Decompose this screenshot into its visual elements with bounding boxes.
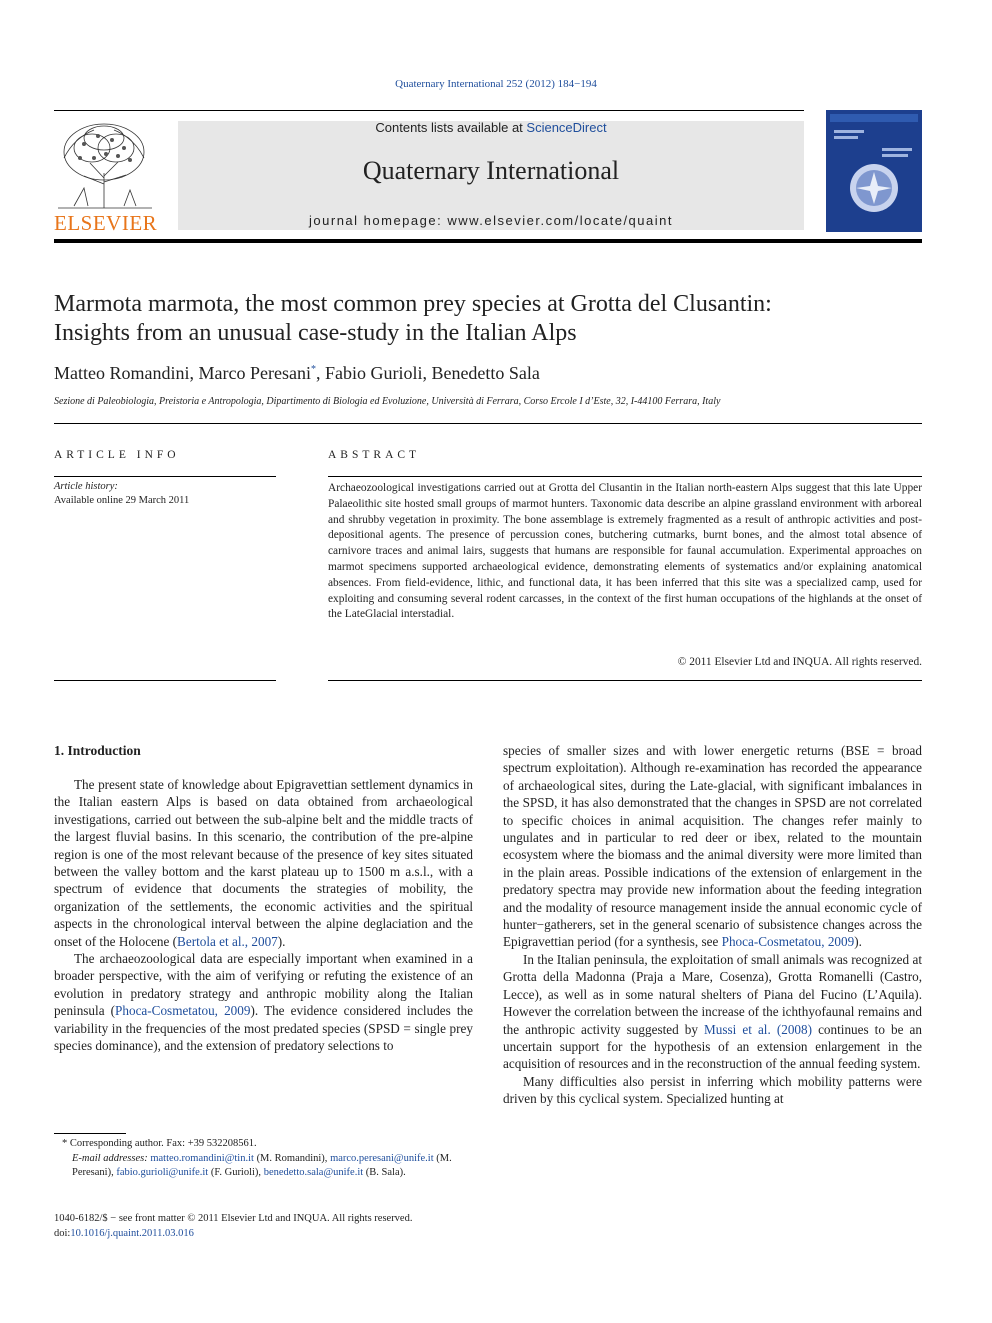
authors-part-a: Matteo Romandini, Marco Peresani <box>54 363 311 383</box>
title-line-1: Marmota marmota, the most common prey species at Grotta del Clusantin: <box>54 291 772 317</box>
title-line-2: Insights from an unusual case-study in the Italian Alps <box>54 320 577 346</box>
intro-paragraph-5: Many difficulties also persist in inferring which mobility patterns were driven by this cyclical system. Specialized hunting at <box>503 1073 922 1107</box>
article-info-rule-bottom <box>54 680 276 681</box>
introduction-heading: 1. Introduction <box>54 743 141 758</box>
journal-cover-thumbnail[interactable] <box>826 110 922 232</box>
right-column <box>503 742 922 1108</box>
email-addresses: E-mail addresses: matteo.romandini@tin.it (M. Romandini), marco.peresani@unife.it (M. Peresani), fabio.gurioli@unife.it (F. Gurioli), benedetto.sala@unife.it (B. Sala). <box>72 1152 452 1179</box>
intro-paragraph-2: The archaeozoological data are especially important when examined in a broader perspective, with the aim of verifying or refuting the existence of an evolution in predatory strategy and anthropic mobility along the Italian peninsula (Phoca-Cosmetatou, 2009). The evidence considered includes the variability in the frequencies of the most predated species (SPSD = single prey species dominance), and the extension of predatory selections to <box>54 951 473 1054</box>
journal-name: Quaternary International <box>362 156 620 185</box>
abstract-rule-bottom <box>328 680 922 681</box>
article-history-value: Available online 29 March 2011 <box>54 495 190 506</box>
article-info-rule <box>54 476 276 477</box>
elsevier-wordmark: ELSEVIER <box>54 211 158 235</box>
doi-link[interactable]: 10.1016/j.quaint.2011.03.016 <box>70 1227 194 1239</box>
email-peresani[interactable]: marco.peresani@unife.it <box>330 1152 434 1164</box>
ref-bertola-2007[interactable]: Bertola et al., 2007 <box>177 933 278 949</box>
intro-paragraph-4: In the Italian peninsula, the exploitation of small animals was recognized at Grotta della Madonna (Praja a Mare, Cosenza), Grotta Romanelli (Castro, Lecce), as well as in some natural shelters of Piana del Fucino (L’Aquila). However the correlation between the increase of the ichthyofaunal remains and the anthropic activity suggested by Mussi et al. (2008) continues to be an uncertain support for the hypothesis of an extension enlargement in the acquisition of resources and in the reconstruction of the annual feeding system. <box>503 951 922 1072</box>
article-title <box>54 290 924 348</box>
article-history-label: Article history: <box>54 481 118 492</box>
email-romandini[interactable]: matteo.romandini@tin.it <box>150 1152 254 1164</box>
intro-paragraph-3: species of smaller sizes and with lower energetic returns (BSE = broad spectrum exploitation). Although re-examination has recorded the appearance of archaeological sites, during the Late-glacial, with significant imbalances in the SPSD, it has also demonstrated that the changes in SPSD are not correlated to specific choices in animal acquisition. The changes refer mainly to ungulates and in particular to red deer or ibex, related to the mountain ecosystem where the biomass and the animal diversity were more limited than in the plain areas. Possible indications of the extension of enlargement in the predatory spectra may provide new information about the feeding integration and the modality of resource management inside the annual economic cycle of hunter−gatherers, set in the general scenario of subsistence changes across the Epigravettian period (for a synthesis, see Phoca-Cosmetatou, 2009). <box>503 743 922 950</box>
corresponding-author-mark[interactable]: * <box>310 364 316 375</box>
ref-mussi-2008[interactable]: Mussi et al. (2008) <box>704 1021 812 1037</box>
ref-phoca-cosmetatou-2009-b[interactable]: Phoca-Cosmetatou, 2009 <box>721 934 855 950</box>
contents-line <box>178 120 804 135</box>
front-matter <box>54 1212 514 1241</box>
authors-part-b: , Fabio Gurioli, Benedetto Sala <box>315 363 540 383</box>
section-rule <box>54 423 922 424</box>
abstract-text: Archaeozoological investigations carried out at Grotta del Clusantin in the Italian north-eastern Alps suggest that this late Upper Palaeolithic site hosted small groups of marmot hunters. Taxonomic data describe an alpine grassland environment with arboreal and shrubby vegetation in proximity. The bone assemblage is extremely fragmented as a result of anthropic activities and post-depositional agents. The presence of percussion cones, butchering cutmarks, burnt bones, and the almost total absence of carnivore traces and animal lairs, suggests that humans are responsible for faunal accumulation. Experimental approaches on marmot specimens supported archaeological evidence, demonstrating elements of systematics and/or explaining anatomical absences. From field-evidence, lithic, and functional data, it has been inferred that this site was a specialized camp, used for exploiting and consuming several rodent carcasses, in the context of the first human occupations of the highlands at the onset of the LateGlacial interstadial. <box>328 482 922 621</box>
affiliation: Sezione di Paleobiologia, Preistoria e Antropologia, Dipartimento di Biologia ed Evoluzione, Università di Ferrara, Corso Ercole I d’Este, 32, I-44100 Ferrara, Italy <box>54 396 721 407</box>
header-rule-top <box>54 110 804 111</box>
doi-line: doi:10.1016/j.quaint.2011.03.016 <box>54 1227 194 1239</box>
sciencedirect-link[interactable]: ScienceDirect <box>526 120 607 135</box>
article-info-heading: ARTICLE INFO <box>54 449 180 461</box>
corresponding-text: Corresponding author. Fax: +39 532208561. <box>69 1138 257 1149</box>
email-label: E-mail addresses: <box>72 1152 148 1164</box>
footnotes <box>54 1137 473 1181</box>
intro-paragraph-1: The present state of knowledge about Epigravettian settlement dynamics in the Italian eastern Alps is based on data obtained from archaeological investigations, carried out between the sub-alpine belt and the middle tracts of the largest fluvial basins. In this scenario, the contribution of the pre-alpine region is one of the most relevant because of the presence of key sites situated between the valley bottom and the karst plateau up to 1500 m a.s.l., with a spectrum of evidence that documents the strategies of mobility, the organization of the settlements, the economic activities and the spiritual aspects in the chronological interval between the alpine deglaciation and the onset of the Holocene (Bertola et al., 2007). <box>54 777 473 949</box>
journal-citation[interactable]: Quaternary International 252 (2012) 184−194 <box>395 78 597 90</box>
abstract-copyright: © 2011 Elsevier Ltd and INQUA. All rights reserved. <box>677 656 922 668</box>
abstract-rule <box>328 476 922 477</box>
issn-line: 1040-6182/$ − see front matter © 2011 Elsevier Ltd and INQUA. All rights reserved. <box>54 1213 413 1224</box>
email-sala[interactable]: benedetto.sala@unife.it <box>263 1167 364 1179</box>
header-rule-bottom <box>54 239 922 243</box>
abstract-heading: ABSTRACT <box>328 449 421 461</box>
email-gurioli[interactable]: fabio.gurioli@unife.it <box>116 1167 209 1179</box>
homepage-url[interactable]: www.elsevier.com/locate/quaint <box>447 213 673 228</box>
contents-prefix: Contents lists available at <box>375 120 527 135</box>
corresponding-author-note <box>54 1137 473 1152</box>
author-list <box>54 363 924 384</box>
ref-phoca-cosmetatou-2009[interactable]: Phoca-Cosmetatou, 2009 <box>115 1003 251 1019</box>
footnote-mark: * <box>62 1138 68 1149</box>
footnote-rule <box>54 1133 126 1134</box>
left-column <box>54 776 473 1055</box>
journal-homepage <box>178 213 804 228</box>
homepage-prefix: journal homepage: <box>309 213 448 228</box>
